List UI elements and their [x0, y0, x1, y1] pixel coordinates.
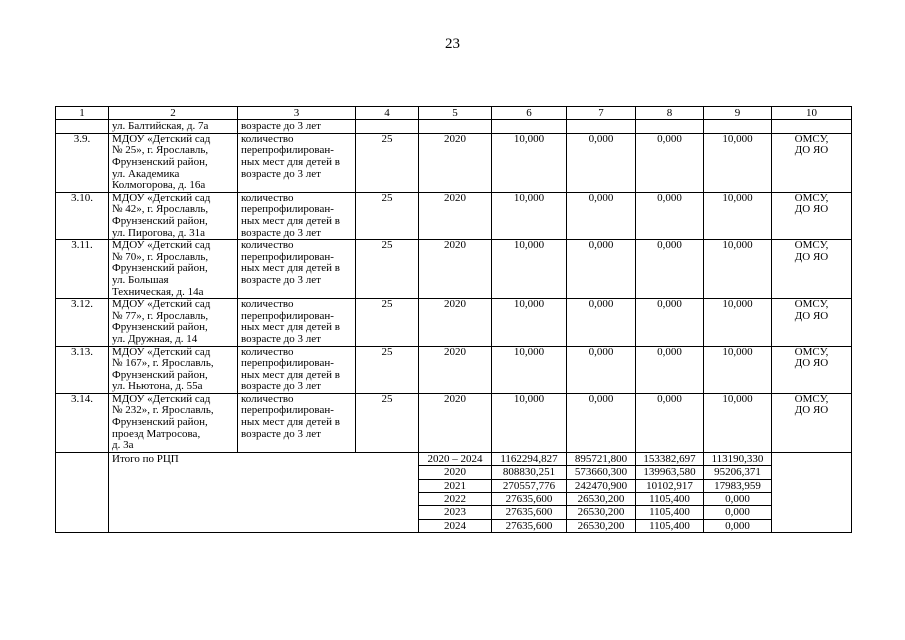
header-cell: 4	[356, 107, 419, 120]
institution-name-line: МДОУ «Детский сад	[112, 132, 211, 145]
totals-label: Итого по РЦП	[109, 452, 419, 532]
table-row	[56, 393, 852, 452]
institution-name-line: МДОУ «Детский сад	[112, 191, 211, 204]
cell-empty	[772, 120, 852, 133]
amount-total: 10,000	[492, 192, 567, 239]
institution-name	[109, 393, 238, 452]
executor-cell-line: ОМСУ,	[794, 191, 829, 204]
row-number: 3.10.	[56, 192, 109, 239]
executor-cell-line: ДО ЯО	[794, 357, 829, 370]
indicator-text-line: количество	[241, 298, 294, 311]
indicator-text-line: возрасте до 3 лет	[241, 427, 321, 440]
cell-empty	[492, 120, 567, 133]
indicator-text-line: количество	[241, 392, 294, 405]
amount-local: 10,000	[704, 133, 772, 192]
executor-cell-line: ДО ЯО	[794, 250, 829, 263]
total-amount: 808830,251	[492, 466, 567, 479]
total-federal: 895721,800	[567, 452, 636, 465]
header-cell: 1	[56, 107, 109, 120]
indicator-value: 25	[356, 192, 419, 239]
indicator-text-line: ных мест для детей в	[241, 262, 340, 275]
header-cell: 8	[636, 107, 704, 120]
header-cell: 5	[419, 107, 492, 120]
indicator-text-line: возрасте до 3 лет	[241, 273, 321, 286]
total-local: 95206,371	[704, 466, 772, 479]
amount-local: 10,000	[704, 192, 772, 239]
indicator-text	[238, 240, 356, 299]
indicator-text-line: перепрофилирован-	[241, 144, 334, 157]
row-number: 3.12.	[56, 299, 109, 346]
institution-name-line: Фрунзенский район,	[112, 321, 208, 334]
institution-name-line: № 70», г. Ярославль,	[112, 250, 209, 263]
header-cell: 7	[567, 107, 636, 120]
indicator-text-line: количество	[241, 345, 294, 358]
year-cell: 2020	[419, 393, 492, 452]
amount-total: 10,000	[492, 133, 567, 192]
amount-regional: 0,000	[636, 133, 704, 192]
cell-empty	[636, 120, 704, 133]
executor-cell	[772, 192, 852, 239]
indicator-text-line: ных мест для детей в	[241, 368, 340, 381]
indicator-text	[238, 192, 356, 239]
header-cell: 3	[238, 107, 356, 120]
header-row	[56, 107, 852, 120]
indicator-text	[238, 346, 356, 393]
institution-name-line: ул. Пирогова, д. 31а	[112, 226, 205, 239]
indicator-text-line: перепрофилирован-	[241, 309, 334, 322]
institution-name-line: № 25», г. Ярославль,	[112, 144, 209, 157]
amount-local: 10,000	[704, 299, 772, 346]
indicator-text-line: ных мест для детей в	[241, 156, 340, 168]
total-regional: 153382,697	[636, 452, 704, 465]
cell-empty	[704, 120, 772, 133]
institution-name-line: Фрунзенский район,	[112, 416, 208, 429]
indicator-text-line: возрасте до 3 лет	[241, 380, 321, 393]
amount-federal: 0,000	[567, 133, 636, 192]
institution-name-line: ул. Большая	[112, 273, 169, 286]
table-row	[56, 299, 852, 346]
institution-name	[109, 346, 238, 393]
year-cell: 2020	[419, 240, 492, 299]
total-local: 0,000	[704, 519, 772, 532]
institution-name-line: МДОУ «Детский сад	[112, 392, 211, 405]
header-cell: 2	[109, 107, 238, 120]
cell-empty	[419, 120, 492, 133]
amount-total: 10,000	[492, 240, 567, 299]
executor-cell	[772, 346, 852, 393]
indicator-text-line: перепрофилирован-	[241, 404, 334, 417]
cell-empty	[772, 452, 852, 532]
cell-empty	[56, 120, 109, 133]
total-regional: 1105,400	[636, 506, 704, 519]
executor-cell-line: ДО ЯО	[794, 309, 829, 322]
cell-empty	[567, 120, 636, 133]
institution-name-line: Техническая, д. 14а	[112, 285, 204, 298]
institution-name-line: ул. Ньютона, д. 55а	[112, 380, 203, 393]
amount-local: 10,000	[704, 393, 772, 452]
indicator-value: 25	[356, 133, 419, 192]
institution-name	[109, 240, 238, 299]
institution-name-line: № 42», г. Ярославль,	[112, 203, 209, 216]
continuation-name: ул. Балтийская, д. 7а	[109, 120, 238, 133]
amount-regional: 0,000	[636, 393, 704, 452]
indicator-text-line: ных мест для детей в	[241, 416, 340, 429]
row-number: 3.11.	[56, 240, 109, 299]
total-year: 2020 – 2024	[419, 452, 492, 465]
indicator-text-line: перепрофилирован-	[241, 203, 334, 216]
row-number: 3.13.	[56, 346, 109, 393]
institution-name-line: д. 3а	[112, 439, 134, 452]
year-cell: 2020	[419, 299, 492, 346]
header-cell: 9	[704, 107, 772, 120]
indicator-text-line: возрасте до 3 лет	[241, 332, 321, 345]
indicator-value: 25	[356, 240, 419, 299]
total-federal: 26530,200	[567, 493, 636, 506]
institution-name-line: МДОУ «Детский сад	[112, 239, 211, 252]
total-amount: 27635,600	[492, 506, 567, 519]
institution-name-line: МДОУ «Детский сад	[112, 345, 211, 358]
amount-federal: 0,000	[567, 299, 636, 346]
institution-name-line: № 232», г. Ярославль,	[112, 404, 214, 417]
indicator-text-line: количество	[241, 239, 294, 252]
amount-regional: 0,000	[636, 299, 704, 346]
total-regional: 1105,400	[636, 493, 704, 506]
row-number: 3.9.	[56, 133, 109, 192]
executor-cell-line: ДО ЯО	[794, 203, 829, 216]
indicator-text-line: ных мест для детей в	[241, 321, 340, 334]
total-local: 113190,330	[704, 452, 772, 465]
indicator-value: 25	[356, 393, 419, 452]
total-regional: 10102,917	[636, 479, 704, 492]
executor-cell-line: ОМСУ,	[794, 298, 829, 311]
institution-name-line: Колмогорова, д. 16а	[112, 179, 206, 192]
executor-cell-line: ОМСУ,	[794, 132, 829, 145]
total-amount: 27635,600	[492, 493, 567, 506]
header-cell: 6	[492, 107, 567, 120]
executor-cell-line: ОМСУ,	[794, 345, 829, 358]
indicator-text	[238, 133, 356, 192]
amount-local: 10,000	[704, 346, 772, 393]
executor-cell-line: ОМСУ,	[794, 239, 829, 252]
amount-federal: 0,000	[567, 346, 636, 393]
institution-name-line: № 167», г. Ярославль,	[112, 357, 214, 370]
amount-total: 10,000	[492, 299, 567, 346]
institution-name-line: Фрунзенский район,	[112, 262, 208, 275]
total-amount: 1162294,827	[492, 452, 567, 465]
total-amount: 270557,776	[492, 479, 567, 492]
indicator-text-line: возрасте до 3 лет	[241, 167, 321, 180]
amount-federal: 0,000	[567, 192, 636, 239]
total-year: 2020	[419, 466, 492, 479]
institution-name-line: Фрунзенский район,	[112, 368, 208, 381]
institution-name-line: Фрунзенский район,	[112, 156, 208, 168]
total-federal: 26530,200	[567, 506, 636, 519]
total-year: 2022	[419, 493, 492, 506]
amount-federal: 0,000	[567, 393, 636, 452]
institution-name	[109, 133, 238, 192]
indicator-value: 25	[356, 346, 419, 393]
indicator-text-line: перепрофилирован-	[241, 357, 334, 370]
institution-name	[109, 192, 238, 239]
table-row	[56, 192, 852, 239]
page-number: 23	[445, 36, 460, 52]
table-row	[56, 133, 852, 192]
institution-name-line: ул. Академика	[112, 167, 180, 180]
executor-cell	[772, 240, 852, 299]
total-regional: 1105,400	[636, 519, 704, 532]
total-federal: 573660,300	[567, 466, 636, 479]
continuation-indicator: возрасте до 3 лет	[238, 120, 356, 133]
institution-name	[109, 299, 238, 346]
total-federal: 26530,200	[567, 519, 636, 532]
cell-empty	[56, 452, 109, 532]
indicator-text-line: количество	[241, 132, 294, 145]
total-amount: 27635,600	[492, 519, 567, 532]
table-row	[56, 240, 852, 299]
indicator-text-line: перепрофилирован-	[241, 250, 334, 263]
indicator-text	[238, 393, 356, 452]
executor-cell-line: ОМСУ,	[794, 392, 829, 405]
amount-total: 10,000	[492, 346, 567, 393]
total-year: 2021	[419, 479, 492, 492]
institution-name-line: МДОУ «Детский сад	[112, 298, 211, 311]
executor-cell	[772, 393, 852, 452]
executor-cell-line: ДО ЯО	[794, 144, 829, 157]
total-row	[56, 452, 852, 465]
institution-name-line: проезд Матросова,	[112, 427, 201, 440]
executor-cell-line: ДО ЯО	[794, 404, 829, 417]
year-cell: 2020	[419, 346, 492, 393]
total-local: 17983,959	[704, 479, 772, 492]
total-local: 0,000	[704, 506, 772, 519]
amount-regional: 0,000	[636, 192, 704, 239]
executor-cell	[772, 133, 852, 192]
cell-empty	[356, 120, 419, 133]
amount-local: 10,000	[704, 240, 772, 299]
total-year: 2023	[419, 506, 492, 519]
amount-regional: 0,000	[636, 346, 704, 393]
institution-name-line: № 77», г. Ярославль,	[112, 309, 209, 322]
total-year: 2024	[419, 519, 492, 532]
executor-cell	[772, 299, 852, 346]
indicator-text-line: возрасте до 3 лет	[241, 226, 321, 239]
header-cell: 10	[772, 107, 852, 120]
total-regional: 139963,580	[636, 466, 704, 479]
continuation-row	[56, 120, 852, 133]
amount-federal: 0,000	[567, 240, 636, 299]
indicator-text-line: количество	[241, 191, 294, 204]
table-body	[56, 107, 852, 533]
table-row	[56, 346, 852, 393]
institution-name-line: Фрунзенский район,	[112, 214, 208, 227]
indicator-text	[238, 299, 356, 346]
year-cell: 2020	[419, 192, 492, 239]
institution-name-line: ул. Дружная, д. 14	[112, 332, 198, 345]
indicator-value: 25	[356, 299, 419, 346]
amount-total: 10,000	[492, 393, 567, 452]
total-federal: 242470,900	[567, 479, 636, 492]
amount-regional: 0,000	[636, 240, 704, 299]
program-table	[55, 106, 852, 533]
row-number: 3.14.	[56, 393, 109, 452]
indicator-text-line: ных мест для детей в	[241, 214, 340, 227]
year-cell: 2020	[419, 133, 492, 192]
total-local: 0,000	[704, 493, 772, 506]
